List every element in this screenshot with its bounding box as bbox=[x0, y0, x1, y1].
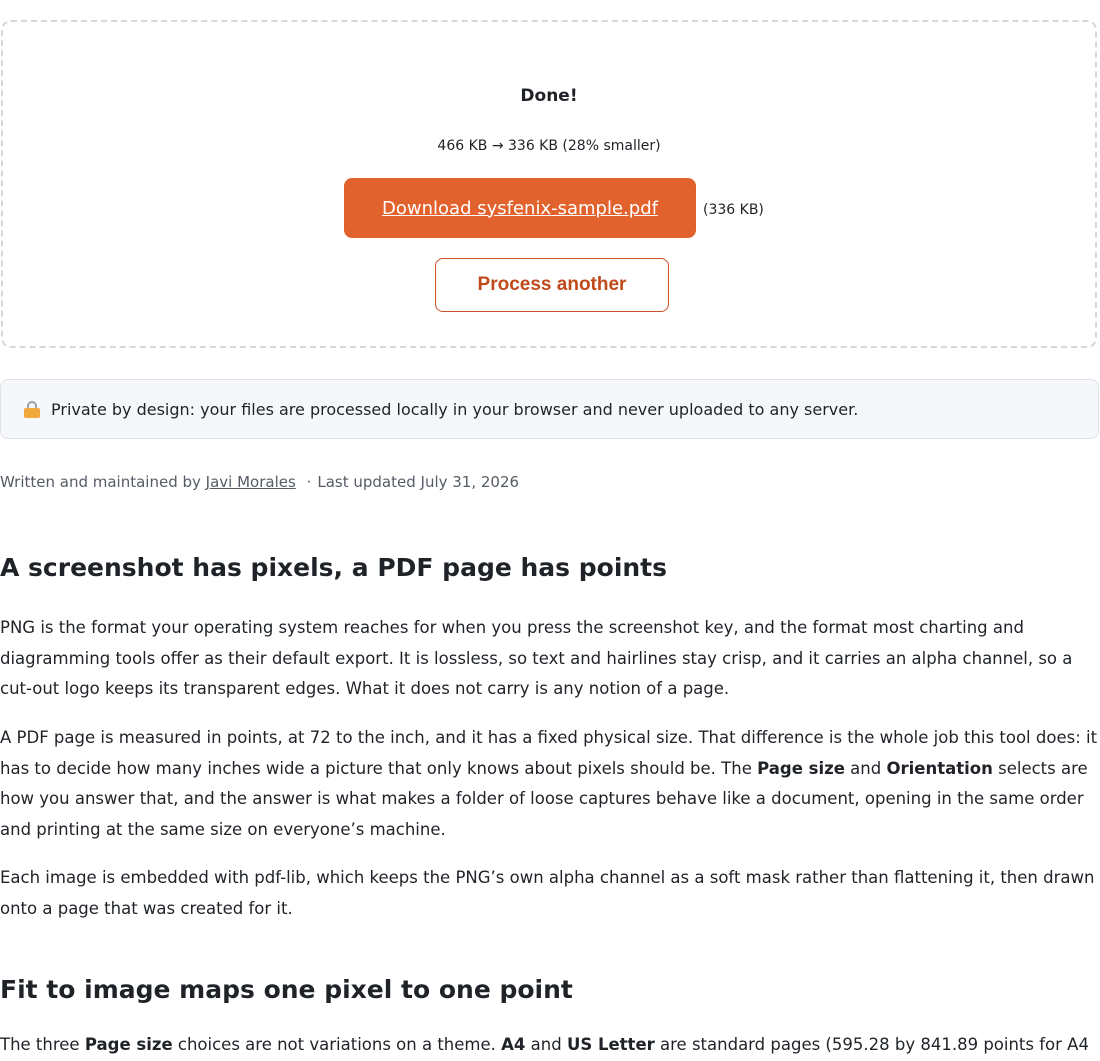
byline-separator: · bbox=[306, 473, 312, 491]
privacy-text: Private by design: your files are processed locally in your browser and never uploaded to any server. bbox=[51, 399, 859, 419]
byline bbox=[0, 473, 519, 491]
paragraph-pdf-lib: Each image is embedded with pdf-lib, which keeps the PNG’s own alpha channel as a soft mask rather than flattening it, then drawn onto a page that was created for it. bbox=[0, 868, 1095, 918]
last-updated: Last updated July 31, 2026 bbox=[317, 473, 520, 491]
paragraph-png-format: PNG is the format your operating system reaches for when you press the screenshot key, and the format most charting and diagramming tools offer as their default export. It is lossless, so text and hairlines stay crisp, and it carries an alpha channel, so a cut-out logo keeps its transparent edges. What it does not carry is any notion of a page. bbox=[0, 618, 1073, 698]
lock-icon bbox=[23, 400, 41, 418]
section-heading-pixels-points: A screenshot has pixels, a PDF page has points bbox=[0, 553, 668, 582]
privacy-notice bbox=[0, 379, 1099, 439]
page-size-term: Page size bbox=[757, 758, 845, 778]
paragraph-pdf-points: A PDF page is measured in points, at 72 to the inch, and it has a fixed physical size. That difference is the whole job this tool does: it has to decide how many inches wide a picture that only knows about pixels should be. The Page size and Orientation selects are how you answer that, and the answer is what makes a folder of loose captures behave like a document, opening in the same order and printing at the same size on everyone’s machine. bbox=[0, 728, 1098, 839]
paragraph-page-size-choices: The three Page size choices are not variations on a theme. A4 and US Letter are standard pages (595.28 by 841.89 points for A4 bbox=[0, 1035, 1089, 1054]
download-button[interactable]: Download sysfenix-sample.pdf bbox=[344, 178, 696, 238]
process-another-button[interactable]: Process another bbox=[435, 258, 669, 312]
section-heading-fit-to-image: Fit to image maps one pixel to one point bbox=[0, 975, 573, 1004]
result-panel bbox=[1, 20, 1097, 348]
author-link[interactable]: Javi Morales bbox=[205, 473, 296, 491]
size-summary: 466 KB → 336 KB (28% smaller) bbox=[437, 138, 661, 154]
download-size: (336 KB) bbox=[703, 202, 764, 218]
done-title: Done! bbox=[520, 86, 578, 106]
byline-prefix: Written and maintained by bbox=[0, 473, 201, 491]
orientation-term: Orientation bbox=[886, 758, 993, 778]
